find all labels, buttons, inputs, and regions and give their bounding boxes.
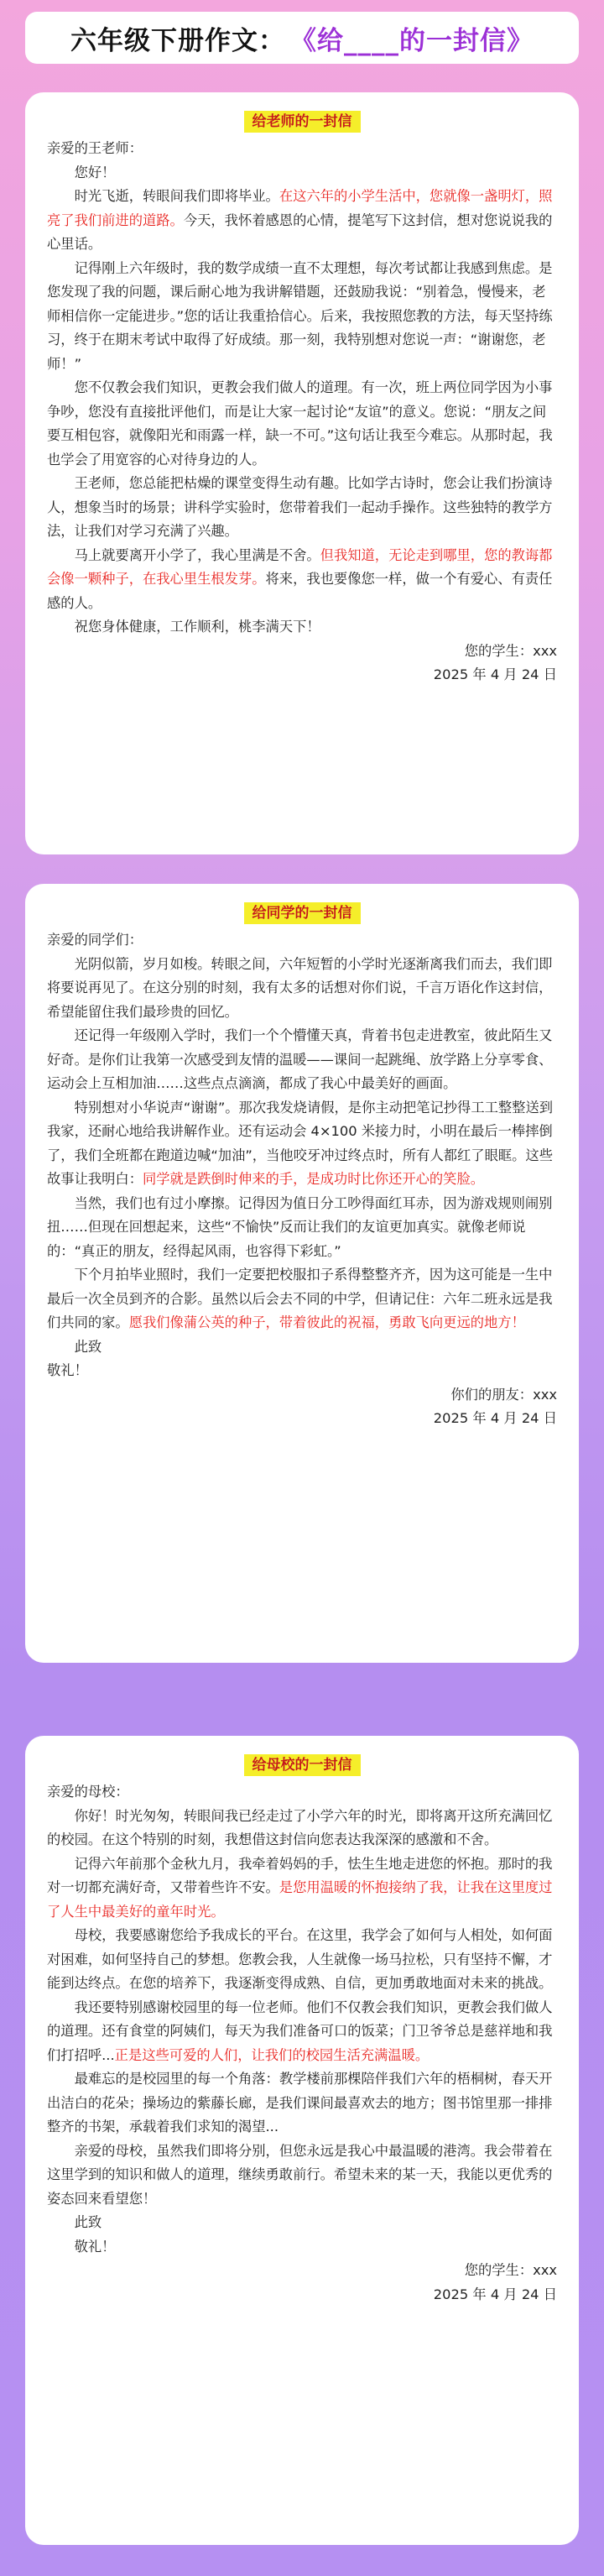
letter-paragraph: 记得六年前那个金秋九月，我牵着妈妈的手，怯生生地走进您的怀抱。那时的我对一切都充满好奇，又带着些许不安。是您用温暖的怀抱接纳了我，让我在这里度过了人生中最美好的童年时光。 — [47, 1855, 553, 1920]
highlight-text: 在这六年的小学生活中，您就像一盏明灯，照亮了我们前进的道路。 — [47, 188, 553, 228]
letter-paragraph: 王老师，您总能把枯燥的课堂变得生动有趣。比如学古诗时，您会让我们扮演诗人，想象当时的场景；讲科学实验时，您带着我们一起动手操作。这些独特的教学方法，让我们对学习充满了兴趣。 — [47, 475, 553, 539]
highlight-text: 愿我们像蒲公英的种子，带着彼此的祝福，勇敢飞向更远的地方！ — [128, 1314, 525, 1330]
letter-paragraph: 还记得一年级刚入学时，我们一个个懵懂天真，背着书包走进教室，彼此陌生又好奇。是你们让我第一次感受到友情的温暖——课间一起跳绳、放学路上分享零食、运动会上互相加油……这些点点滴滴，都成了我心中最美好的画面。 — [47, 1027, 553, 1091]
letter-signature: 你们的朋友：xxx — [450, 1386, 557, 1403]
letter-title: 给老师的一封信 — [47, 109, 557, 130]
highlight-text: 同学就是跌倒时伸来的手，是成功时比你还开心的笑脸。 — [142, 1171, 485, 1187]
highlight-text: 但我知道，无论走到哪里，您的教诲都会像一颗种子，在我心里生根发芽。 — [47, 546, 553, 587]
letter-paragraph: 您不仅教会我们知识，更教会我们做人的道理。有一次，班上两位同学因为小事争吵，您没有直接批评他们，而是让大家一起讨论“友谊”的意义。您说：“朋友之间要互相包容，就像阳光和雨露一样，缺一不可。”这句话让我至今难忘。从那时起，我也学会了用宽容的心对待身边的人。 — [47, 379, 553, 468]
letter-paragraph: 你好！时光匆匆，转眼间我已经走过了小学六年的时光，即将离开这所充满回忆的校园。在这个特别的时刻，我想借这封信向您表达我深深的感激和不舍。 — [47, 1807, 553, 1847]
letter-closing: 此致 — [74, 2214, 102, 2230]
letter-paragraph: 当然，我们也有过小摩擦。记得因为值日分工吵得面红耳赤，因为游戏规则闹别扭……但现在回想起来，这些“不愉快”反而让我们的友谊更加真实。就像老师说的：“真正的朋友，经得起风雨，也容得下彩虹。” — [47, 1194, 553, 1259]
letter-signature: 您的学生：xxx — [464, 642, 557, 659]
letter-greeting: 亲爱的同学们： — [47, 932, 143, 948]
letter-paragraph: 光阴似箭，岁月如梭。转眼之间，六年短暂的小学时光逐渐离我们而去，我们即将要说再见了。在这分别的时刻，我有太多的话想对你们说，千言万语化作这封信，希望能留住我们最珍贵的回忆。 — [47, 955, 553, 1020]
letter-closing: 敬礼！ — [47, 1362, 88, 1378]
letter-body — [47, 928, 557, 1431]
letter-date: 2025 年 4 月 24 日 — [433, 2286, 557, 2302]
letter-paragraph: 下个月拍毕业照时，我们一定要把校服扣子系得整整齐齐，因为这可能是一生中最后一次全员到齐的合影。虽然以后会去不同的中学，但请记住：六年二班永远是我们共同的家。愿我们像蒲公英的种子，带着彼此的祝福，勇敢飞向更远的地方！ — [47, 1267, 553, 1330]
letter-body — [47, 137, 557, 687]
letter-paragraph: 记得刚上六年级时，我的数学成绩一直不太理想，每次考试都让我感到焦虑。是您发现了我的问题，课后耐心地为我讲解错题，还鼓励我说：“别着急，慢慢来，老师相信你一定能进步。”您的话让我重拾信心。后来，我按照您教的方法，每天坚持练习，终于在期末考试中取得了好成绩。那一刻，我特别想对您说一声：“谢谢您，老师！” — [47, 259, 553, 372]
letter-card-teacher — [25, 92, 579, 854]
letter-paragraph: 亲爱的母校，虽然我们即将分别，但您永远是我心中最温暖的港湾。我会带着在这里学到的知识和做人的道理，继续勇敢前行。希望未来的某一天，我能以更优秀的姿态回来看望您！ — [47, 2142, 553, 2207]
letter-paragraph: 我还要特别感谢校园里的每一位老师。他们不仅教会我们知识，更教会我们做人的道理。还有食堂的阿姨们，每天为我们准备可口的饭菜；门卫爷爷总是慈祥地和我们打招呼...正是这些可爱的人们，让我们的校园生活充满温暖。 — [47, 1999, 553, 2063]
letter-paragraph: 最难忘的是校园里的每一个角落：教学楼前那棵陪伴我们六年的梧桐树，春天开出洁白的花朵；操场边的紫藤长廊，是我们课间最喜欢去的地方；图书馆里那一排排整齐的书架，承载着我们求知的渴望... — [47, 2071, 553, 2134]
letter-paragraph: 马上就要离开小学了，我心里满是不舍。但我知道，无论走到哪里，您的教诲都会像一颗种子，在我心里生根发芽。将来，我也要像您一样，做一个有爱心、有责任感的人。 — [47, 546, 553, 611]
letter-hello: 您好！ — [74, 164, 116, 180]
letter-greeting: 亲爱的王老师： — [47, 140, 143, 156]
letter-paragraph: 母校，我要感谢您给予我成长的平台。在这里，我学会了如何与人相处，如何面对困难，如何坚持自己的梦想。您教会我，人生就像一场马拉松，只有坚持不懈，才能到达终点。在您的培养下，我逐渐变得成熟、自信，更加勇敢地面对未来的挑战。 — [47, 1927, 553, 1991]
letter-card-school — [25, 1736, 579, 2545]
letter-title: 给同学的一封信 — [47, 901, 557, 922]
page-title: 六年级下册作文： — [70, 25, 285, 56]
letter-body — [47, 1780, 557, 2307]
letter-closing: 此致 — [74, 1338, 102, 1355]
letter-date: 2025 年 4 月 24 日 — [433, 666, 557, 682]
letter-paragraph: 祝您身体健康，工作顺利，桃李满天下！ — [74, 619, 320, 635]
letter-title: 给母校的一封信 — [47, 1753, 557, 1774]
page-subtitle: 《给____的一封信》 — [290, 25, 534, 56]
letter-paragraph: 特别想对小华说声“谢谢”。那次我发烧请假，是你主动把笔记抄得工工整整送到我家，还耐心地给我讲解作业。还有运动会 4×100 米接力时，小明在最后一棒摔倒了，我们全班都在跑道边喊“加油”，当他咬牙冲过终点时，所有人都红了眼眶。这些故事让我明白：同学就是跌倒时伸来的手，是成功时比你还开心的笑脸。 — [47, 1099, 554, 1187]
letter-card-classmates — [25, 884, 579, 1663]
highlight-text: 是您用温暖的怀抱接纳了我，让我在这里度过了人生中最美好的童年时光。 — [47, 1879, 553, 1920]
letter-paragraph: 时光飞逝，转眼间我们即将毕业。在这六年的小学生活中，您就像一盏明灯，照亮了我们前进的道路。今天，我怀着感恩的心情，提笔写下这封信，想对您说说我的心里话。 — [47, 188, 553, 252]
letter-signature: 您的学生：xxx — [464, 2262, 557, 2278]
letter-date: 2025 年 4 月 24 日 — [433, 1410, 557, 1426]
page-header — [25, 12, 579, 64]
letter-closing: 敬礼！ — [74, 2238, 116, 2255]
highlight-text: 正是这些可爱的人们，让我们的校园生活充满温暖。 — [114, 2046, 430, 2063]
letter-greeting: 亲爱的母校： — [47, 1784, 129, 1800]
